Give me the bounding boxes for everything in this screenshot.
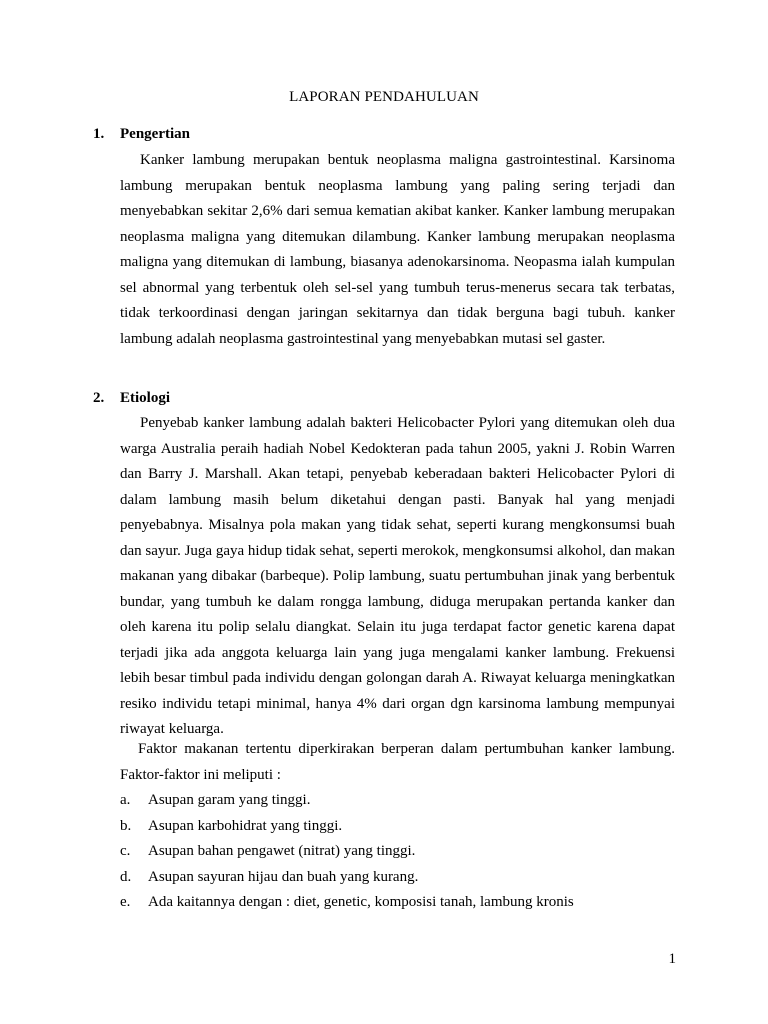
list-item-text: Asupan garam yang tinggi. [148,792,311,808]
section-title: Etiologi [120,390,171,406]
list-marker: d. [120,868,132,885]
section-title: Pengertian [120,126,190,142]
list-item-text: Asupan karbohidrat yang tinggi. [148,817,343,834]
pengertian-paragraph: Kanker lambung merupakan bentuk neoplasma maligna gastrointestinal. Karsinoma lambung merupakan bentuk neoplasma lambung yang paling sering terjadi dan menyebabkan sekitar 2,6% dari semua kematian akibat kanker. Kanker lambung merupakan neoplasma maligna yang ditemukan dilambung. Kanker lambung merupakan neoplasma maligna yang ditemukan di lambung, biasanya adenokarsinoma. Neopasma ialah kumpulan sel abnormal yang terbentuk oleh sel-sel yang tumbuh terus-menerus secara tak terbatas, tidak terkoordinasi dengan jaringan sekitarnya dan tidak berguna bagi tubuh. kanker lambung adalah neoplasma gastrointestinal yang menyebabkan mutasi sel gaster. [120,152,675,347]
section-heading-etiologi [93,388,170,408]
list-item-text: Asupan bahan pengawet (nitrat) yang tinggi. [148,843,416,859]
list-item [120,839,675,865]
list-item [120,865,675,891]
etiologi-paragraph: Penyebab kanker lambung adalah bakteri Helicobacter Pylori yang ditemukan oleh dua warga Australia peraih hadiah Nobel Kedokteran pada tahun 2005, yakni J. Robin Warren dan Barry J. Marshall. Akan tetapi, penyebab keberadaan bakteri Helicobacter Pylori di dalam lambung masih belum diketahui dengan pasti. Banyak hal yang menjadi penyebabnya. Misalnya pola makan yang tidak sehat, seperti kurang mengkonsumsi buah dan sayur. Juga gaya hidup tidak sehat, seperti merokok, mengkonsumsi alkohol, dan makan makanan yang dibakar (barbeque). Polip lambung, suatu pertumbuhan jinak yang berbentuk bundar, yang tumbuh ke dalam rongga lambung, diduga merupakan pertanda kanker dan oleh karena itu polip selalu diangkat. Selain itu juga terdapat factor genetic karena dapat terjadi jika ada anggota keluarga lain yang juga mengalami kanker lambung. Frekuensi lebih besar timbul pada individu dengan golongan darah A. Riwayat keluarga meningkatkan resiko individu tetapi minimal, hanya 4% dari organ dgn karsinoma lambung mempunyai riwayat keluarga. [120,415,675,737]
page-number: 1 [668,951,676,967]
list-marker: c. [120,843,131,859]
list-item [120,814,675,840]
section-number: 2. [93,390,105,406]
list-item-text: Asupan sayuran hijau dan buah yang kurang. [148,868,419,885]
list-marker: b. [120,817,132,834]
list-item [120,890,675,916]
faktor-makanan-paragraph: Faktor makanan tertentu diperkirakan berperan dalam pertumbuhan kanker lambung. Faktor-faktor ini meliputi : [120,741,675,783]
document-title: LAPORAN PENDAHULUAN [289,89,479,105]
list-item [120,788,675,814]
list-marker: a. [120,792,131,808]
faktor-list [120,788,675,916]
list-marker: e. [120,894,131,910]
list-item-text: Ada kaitannya dengan : diet, genetic, komposisi tanah, lambung kronis [148,894,574,910]
section-heading-pengertian [93,124,190,144]
section-number: 1. [93,126,105,142]
